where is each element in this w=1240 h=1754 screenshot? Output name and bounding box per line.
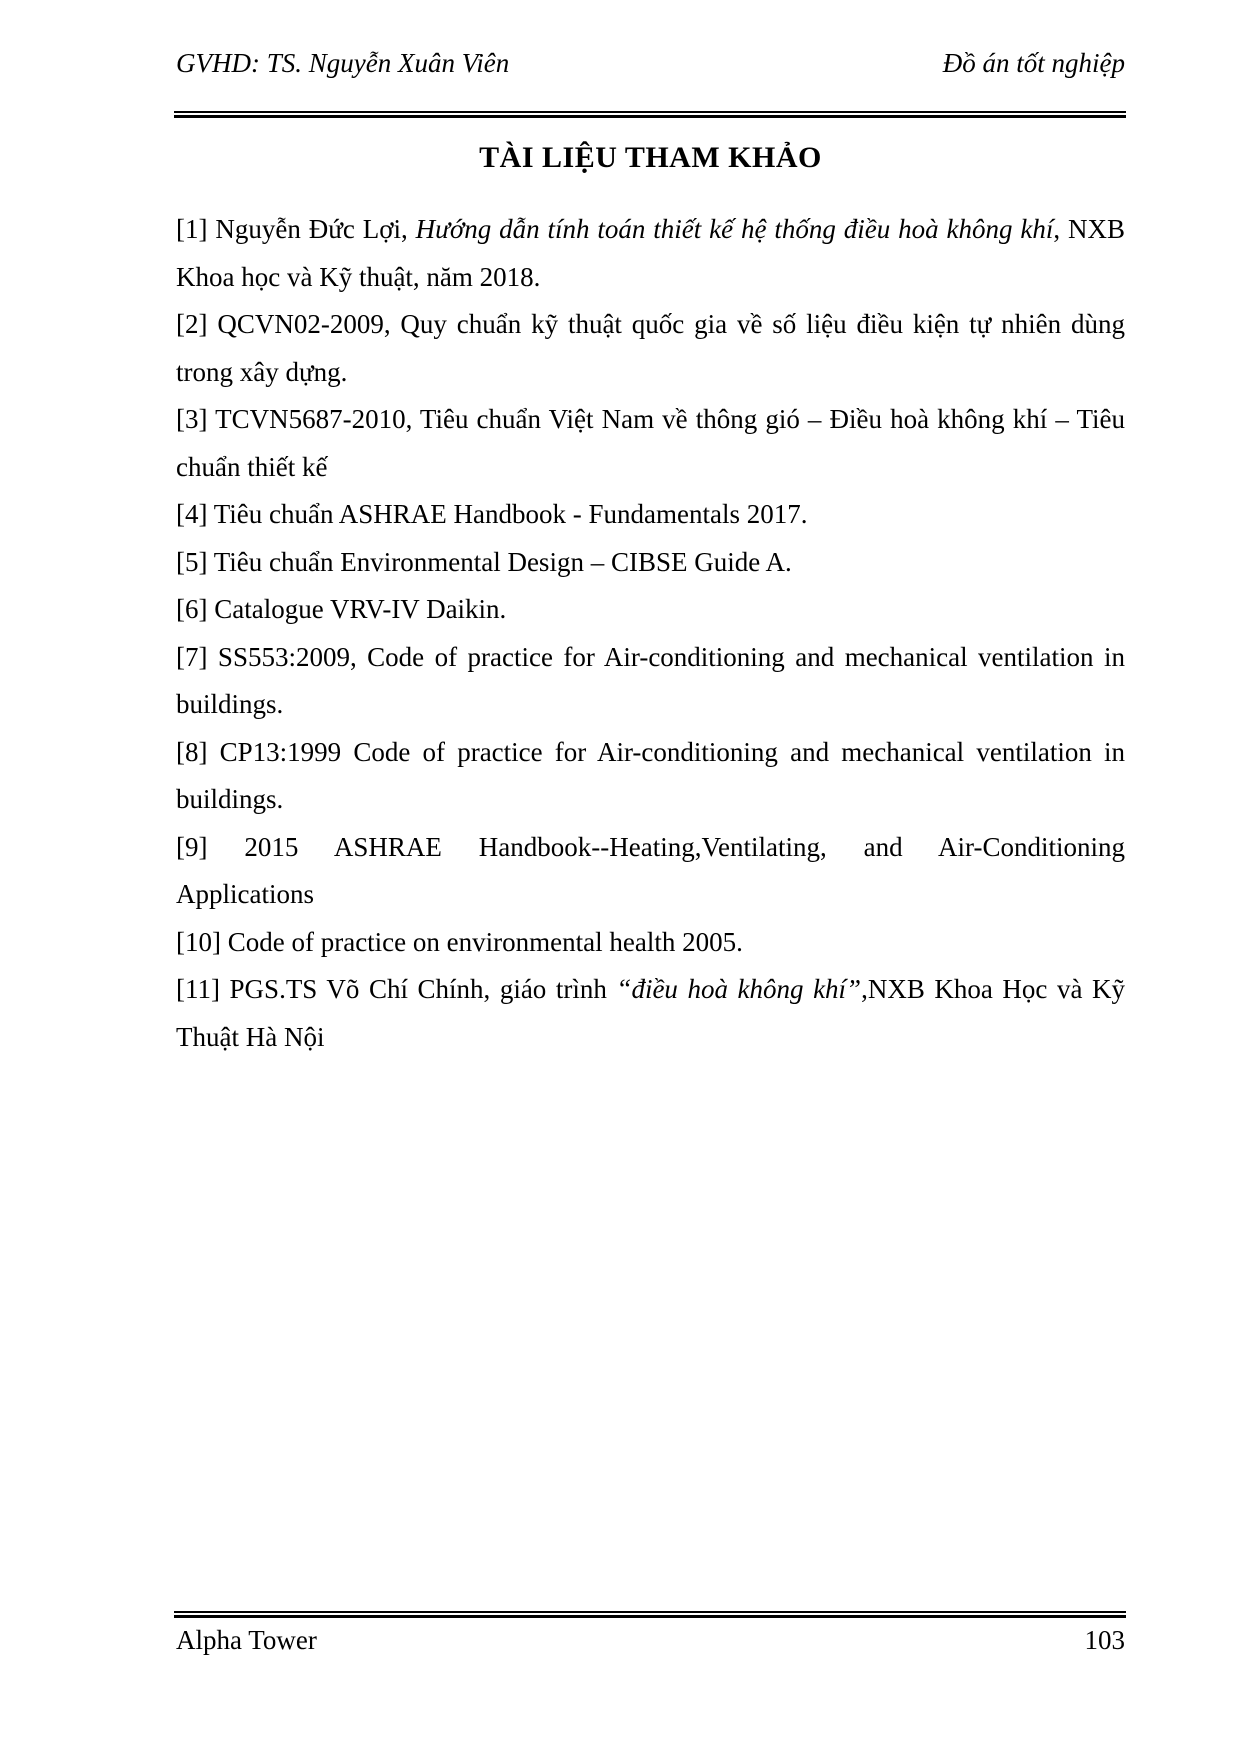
reference-line: [176, 634, 1125, 682]
header-advisor-text: GVHD: TS. Nguyễn Xuân Viên: [176, 48, 510, 78]
reference-line: [176, 491, 1125, 539]
reference-text-segment: Applications: [176, 879, 314, 909]
reference-text-segment: buildings.: [176, 784, 284, 814]
header-divider-thick-line: [174, 115, 1126, 118]
footer-divider-line: [174, 1611, 1126, 1618]
reference-text-segment: Khoa học và Kỹ thuật, năm 2018.: [176, 261, 541, 292]
reference-line: [176, 444, 1125, 492]
footer-project-name: Alpha Tower: [176, 1625, 317, 1655]
reference-item: [176, 301, 1125, 396]
reference-text-segment: “điều hoà không khí”: [616, 974, 862, 1004]
reference-item: [176, 586, 1125, 634]
reference-line: [176, 871, 1125, 919]
reference-text-segment: [11] PGS.TS Võ Chí Chính, giáo trình: [176, 974, 617, 1004]
reference-text-segment: [5] Tiêu chuẩn Environmental Design – CIBSE Guide A.: [176, 546, 792, 577]
reference-text-segment: [7] SS553:2009, Code of practice for Air-conditioning and mechanical ventilation in: [176, 641, 1125, 672]
reference-line: [176, 396, 1125, 444]
page-title: TÀI LIỆU THAM KHẢO: [479, 141, 822, 174]
reference-item: [176, 539, 1125, 587]
header-divider-line: [174, 111, 1126, 118]
reference-text-segment: trong xây dựng.: [176, 356, 348, 387]
reference-item: [176, 491, 1125, 539]
references-list: [176, 206, 1125, 1061]
reference-line: [176, 919, 1125, 967]
reference-line: [176, 824, 1125, 872]
reference-line: [176, 729, 1125, 777]
header-doc-type-text: Đồ án tốt nghiệp: [942, 48, 1125, 78]
reference-item: [176, 824, 1125, 919]
reference-item: [176, 206, 1125, 301]
reference-line: [176, 301, 1125, 349]
reference-item: [176, 966, 1125, 1061]
reference-text-segment: [2] QCVN02-2009, Quy chuẩn kỹ thuật quốc gia về số liệu điều kiện tự nhiên dùng: [176, 309, 1125, 339]
reference-text-segment: ,NXB Khoa Học và Kỹ: [861, 974, 1125, 1004]
reference-text-segment: buildings.: [176, 689, 284, 719]
footer-page-number: 103: [1084, 1625, 1125, 1655]
reference-item: [176, 729, 1125, 824]
reference-text-segment: [10] Code of practice on environmental health 2005.: [176, 926, 743, 957]
reference-item: [176, 634, 1125, 729]
reference-line: [176, 254, 1125, 302]
reference-item: [176, 919, 1125, 967]
reference-text-segment: chuẩn thiết kế: [176, 451, 328, 482]
reference-text-segment: [6] Catalogue VRV-IV Daikin.: [176, 594, 507, 624]
footer-divider-thick-line: [174, 1615, 1126, 1618]
reference-line: [176, 681, 1125, 729]
reference-text-segment: , NXB: [1053, 214, 1125, 244]
reference-text-segment: [1] Nguyễn Đức Lợi,: [176, 214, 416, 244]
reference-line: [176, 966, 1125, 1014]
reference-line: [176, 349, 1125, 397]
reference-text-segment: Hướng dẫn tính toán thiết kế hệ thống điều hoà không khí: [415, 214, 1054, 244]
reference-item: [176, 396, 1125, 491]
page-header: [176, 46, 1125, 80]
reference-text-segment: [9] 2015 ASHRAE Handbook--Heating,Ventilating, and Air-Conditioning: [176, 831, 1125, 862]
reference-line: [176, 539, 1125, 587]
reference-text-segment: [4] Tiêu chuẩn ASHRAE Handbook - Fundamentals 2017.: [176, 499, 808, 529]
reference-line: [176, 206, 1125, 254]
reference-line: [176, 776, 1125, 824]
reference-line: [176, 586, 1125, 634]
reference-text-segment: Thuật Hà Nội: [176, 1021, 325, 1052]
reference-text-segment: [3] TCVN5687-2010, Tiêu chuẩn Việt Nam về thông gió – Điều hoà không khí – Tiêu: [176, 404, 1125, 434]
reference-text-segment: [8] CP13:1999 Code of practice for Air-conditioning and mechanical ventilation in: [176, 736, 1125, 767]
page-footer: [176, 1622, 1125, 1658]
reference-line: [176, 1014, 1125, 1062]
